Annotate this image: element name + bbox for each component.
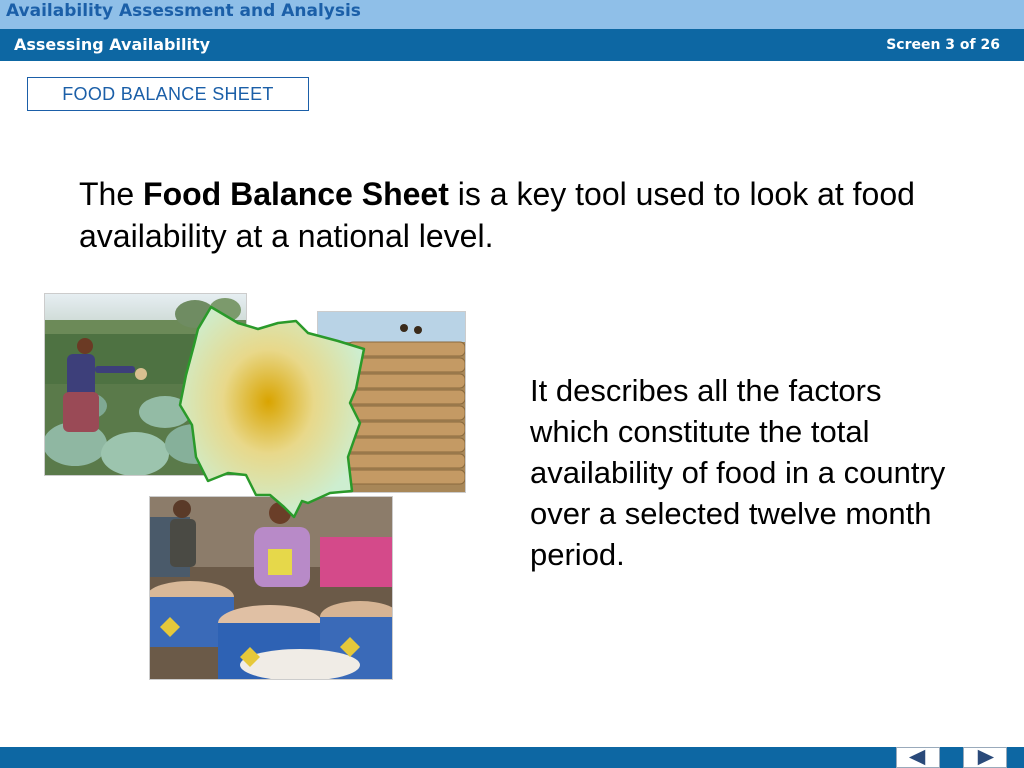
section-header-bar (0, 29, 1024, 61)
intro-suffix: is a key tool used to look at food availability at a national level. (79, 176, 915, 254)
intro-text (79, 173, 959, 257)
intro-bold-term: Food Balance Sheet (143, 176, 449, 212)
market-grain-photo (149, 496, 393, 680)
screen-counter: Screen 3 of 26 (886, 37, 1000, 53)
left-arrow-icon (897, 748, 939, 767)
country-outline-map (178, 305, 368, 520)
previous-screen-button[interactable] (896, 747, 940, 768)
course-header-bar (0, 0, 1024, 29)
topic-tag: FOOD BALANCE SHEET (27, 77, 309, 111)
footer-bar (0, 747, 1024, 768)
intro-prefix: The (79, 176, 144, 212)
description-text: It describes all the factors which constitute the total availability of food in a country over a selected twelve month period. (530, 373, 946, 572)
section-title: Assessing Availability (14, 35, 211, 54)
next-screen-button[interactable] (963, 747, 1007, 768)
right-arrow-icon (964, 748, 1006, 767)
course-title: Availability Assessment and Analysis (6, 1, 361, 21)
